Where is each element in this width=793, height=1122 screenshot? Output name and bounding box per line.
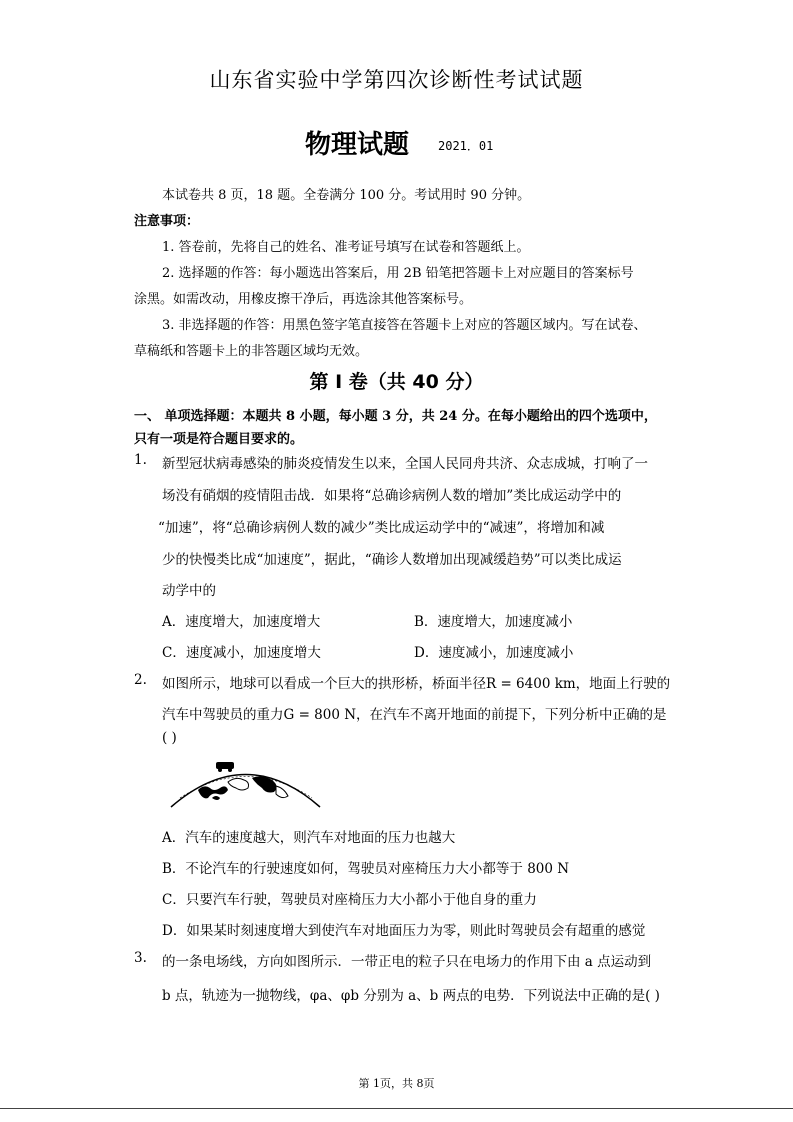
option-d: D．速度减小，加速度减小	[414, 645, 574, 661]
question-1-line: “加速”，将“总确诊病例人数的减少”类比成运动学中的“减速”，将增加和减	[158, 520, 605, 536]
section-heading-cont: 只有一项是符合题目要求的。	[134, 432, 304, 447]
option-b: B．速度增大，加速度减小	[414, 614, 573, 630]
page-footer: 第 1页，共 8页	[358, 1077, 435, 1090]
question-1-line: 新型冠状病毒感染的肺炎疫情发生以来，全国人民同舟共济、众志成城，打响了一	[162, 456, 648, 472]
question-number: 1.	[134, 452, 147, 468]
option-d: D．如果某时刻速度增大到使汽车对地面压力为零，则此时驾驶员会有超重的感觉	[162, 923, 646, 939]
section-heading: 一、 单项选择题：本题共 8 小题，每小题 3 分，共 24 分。在每小题给出的四个选项中，	[134, 409, 657, 424]
notice-item-2: 2. 选择题的作答：每小题选出答案后，用 2B 铅笔把答题卡上对应题目的答案标号	[162, 266, 634, 281]
exam-title: 山东省实验中学第四次诊断性考试试题	[209, 68, 584, 92]
notice-item-1: 1. 答卷前，先将自己的姓名、准考证号填写在试卷和答题纸上。	[162, 240, 530, 255]
subject-title: 物理试题	[305, 130, 410, 160]
notice-item-3-cont: 草稿纸和答题卡上的非答题区域均无效。	[134, 344, 369, 359]
intro-line: 本试卷共 8 页，18 题。全卷满分 100 分。考试用时 90 分钟。	[162, 188, 531, 203]
section-title: 第 I 卷（共 40 分）	[309, 371, 484, 393]
notice-title: 注意事项：	[134, 214, 200, 229]
notice-item-3: 3. 非选择题的作答：用黑色签字笔直接答在答题卡上对应的答题区域内。写在试卷、	[162, 318, 647, 333]
question-2-bracket: ( )	[162, 730, 177, 746]
question-1-line: 少的快慢类比成“加速度”，据此，“确诊人数增加出现减缓趋势”可以类比成运	[162, 552, 622, 568]
exam-date: 2021．01	[438, 139, 494, 153]
question-1-line: 动学中的	[162, 583, 216, 599]
question-2-line: 汽车中驾驶员的重力G = 800 N，在汽车不离开地面的前提下，下列分析中正确的是	[162, 707, 667, 723]
footer-divider	[0, 1108, 793, 1109]
option-a: A．速度增大，加速度增大	[162, 614, 321, 630]
option-a: A．汽车的速度越大，则汽车对地面的压力也越大	[162, 830, 456, 846]
question-3-line: b 点，轨迹为一抛物线，φa、φb 分别为 a、b 两点的电势．下列说法中正确的是( )	[162, 988, 660, 1004]
option-c: C．速度减小，加速度增大	[162, 645, 321, 661]
option-b: B．不论汽车的行驶速度如何，驾驶员对座椅压力大小都等于 800 N	[162, 861, 570, 877]
question-number: 2.	[134, 672, 147, 688]
question-3-line: 的一条电场线，方向如图所示．一带正电的粒子只在电场力的作用下由 a 点运动到	[162, 954, 652, 970]
earth-bridge-figure	[168, 760, 324, 810]
notice-item-2-cont: 涂黑。如需改动，用橡皮擦干净后，再选涂其他答案标号。	[134, 292, 473, 307]
option-c: C．只要汽车行驶，驾驶员对座椅压力大小都小于他自身的重力	[162, 892, 537, 908]
question-1-line: 场没有硝烟的疫情阻击战．如果将“总确诊病例人数的增加”类比成运动学中的	[162, 488, 622, 504]
question-number: 3.	[134, 950, 147, 966]
question-2-line: 如图所示，地球可以看成一个巨大的拱形桥，桥面半径R = 6400 km，地面上行驶的	[162, 676, 671, 692]
